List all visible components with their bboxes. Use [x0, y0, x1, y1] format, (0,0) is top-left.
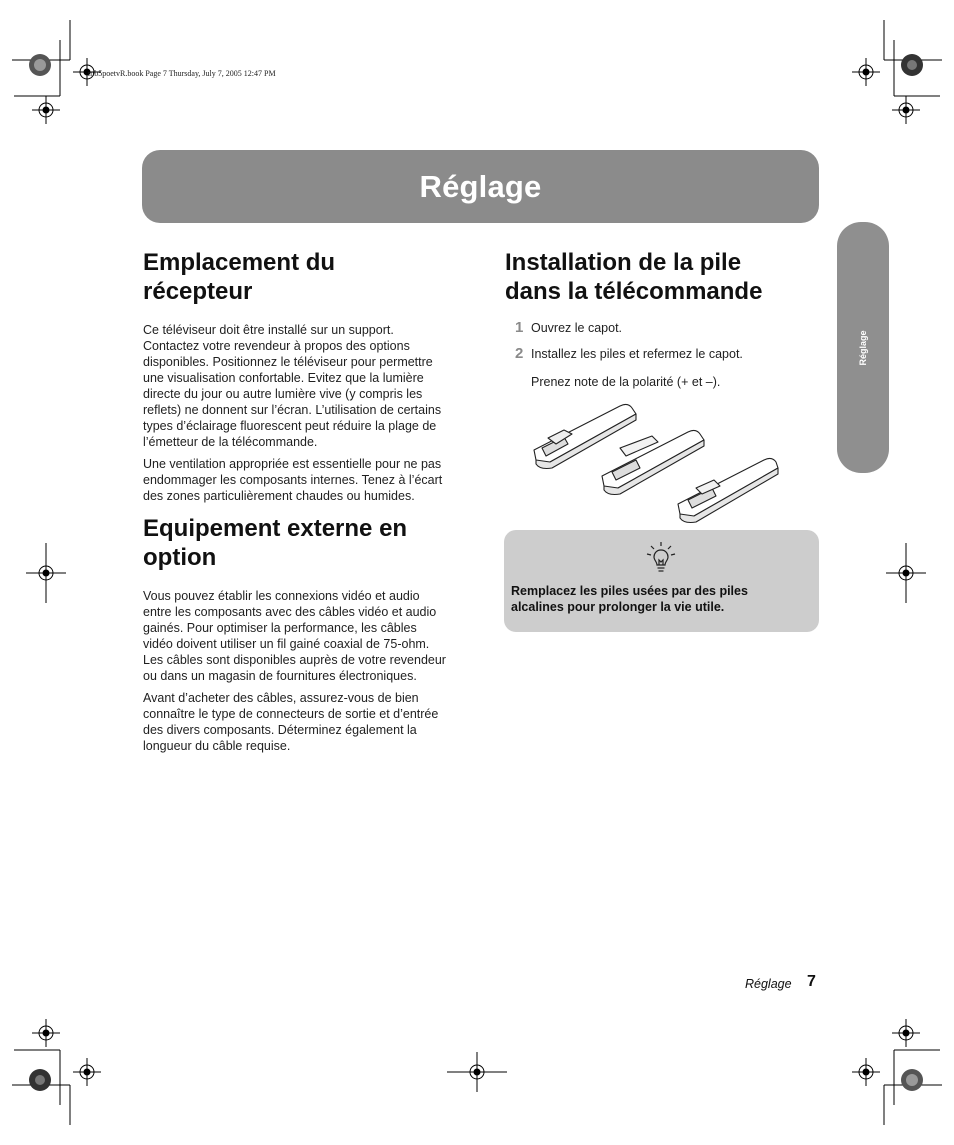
section-heading: Installation de la pile dans la télécommande [505, 249, 763, 305]
step-item [505, 320, 815, 336]
side-tab [837, 222, 889, 473]
remote-control-battery-illustration [528, 400, 780, 525]
step-number: 2 [515, 345, 524, 362]
polarity-note: Prenez note de la polarité (+ et –). [531, 375, 721, 389]
footer-section-label: Réglage [745, 977, 792, 991]
section-heading: Equipement externe en option [143, 515, 408, 571]
paragraph: Ce téléviseur doit être installé sur un support. Contactez votre revendeur à propos des options disponibles. Positionnez le téléviseur pour permettre une visualisation confortable. Evitez que la lumière directe du jour ou autre lumière vive (y compris les reflets) ne donnent sur l’écran. L’utilisation de certains types d’éclairage fluorescent peut réduire la plage de l’émetteur de la télécommande. [143, 323, 442, 449]
page-title: Réglage [419, 168, 542, 204]
paragraph: Une ventilation appropriée est essentielle pour ne pas endommager les composants internes. Tenez à l’écart des zones particulièrement chaudes ou humides. [143, 457, 443, 503]
page-number: 7 [807, 973, 816, 990]
step-item [505, 346, 815, 362]
section-heading: Emplacement du récepteur [143, 249, 336, 305]
side-tab-label: Réglage [858, 329, 868, 366]
step-text: Installez les piles et refermez le capot. [531, 347, 743, 361]
step-text: Ouvrez le capot. [531, 321, 623, 335]
section-battery-install [505, 248, 815, 390]
step-list [505, 320, 815, 390]
title-banner [142, 150, 819, 223]
paragraph: Vous pouvez établir les connexions vidéo et audio entre les composants avec des câbles vidéo et audio gainés. Pour optimiser la performance, les câbles vidéo doivent utiliser un fil gainé coaxial de 75-ohm. Les câbles sont disponibles auprès de votre revendeur ou dans un magasin de fournitures électroniques. [143, 589, 446, 683]
book-info-header: mb5poetvR.book Page 7 Thursday, July 7, 2005 12:47 PM [88, 69, 276, 78]
paragraph: Avant d’acheter des câbles, assurez-vous de bien connaître le type de connecteurs de sortie et d’entrée des divers composants. Déterminez également la longueur du câble requise. [143, 691, 439, 753]
lightbulb-icon [645, 540, 677, 576]
section-external-equipment [143, 514, 463, 754]
step-number: 1 [515, 319, 524, 336]
tip-text: Remplacez les piles usées par des piles alcalines pour prolonger la vie utile. [511, 584, 748, 614]
section-placement [143, 248, 463, 504]
